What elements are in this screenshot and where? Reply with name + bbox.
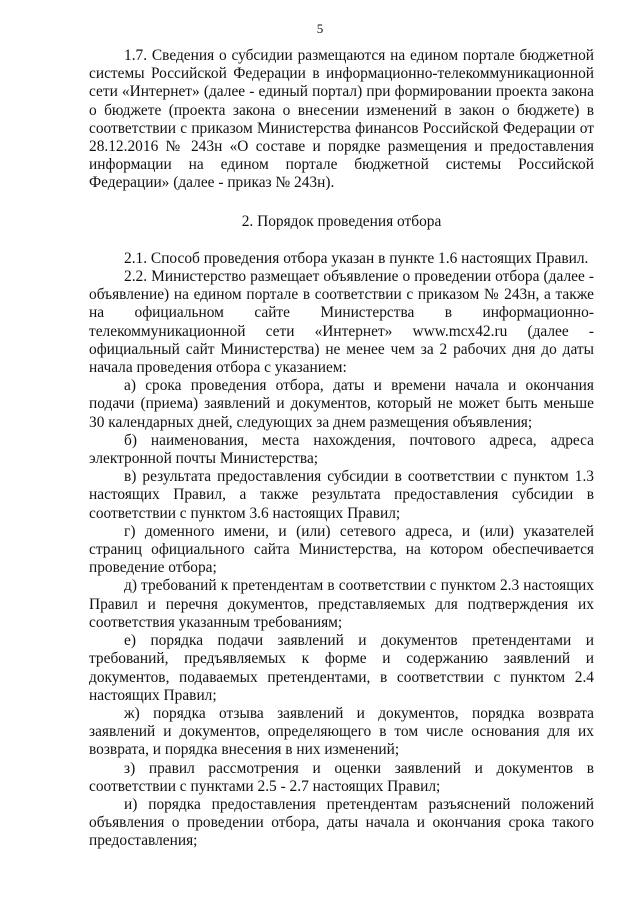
list-item-i: и) порядка предоставления претендентам разъяснений положений объявления о проведении отбора, даты начала и окончания срока такого предоставления; [89,795,594,850]
list-item-a: а) срока проведения отбора, даты и времени начала и окончания подачи (приема) заявлений и документов, который не может быть меньше 30 календарных дней, следующих за днем размещения объявления; [89,377,594,431]
list-item-g: г) доменного имени, и (или) сетевого адреса, и (или) указателей страниц официального сайта Министерства, на котором обеспечивается проведение отбора; [89,522,594,577]
list-item-zh: ж) порядка отзыва заявлений и документов, порядка возврата заявлений и документов, определяющего в том числе основания для их возврата, и порядка внесения в них изменений; [89,704,594,759]
paragraph-1-7: 1.7. Сведения о субсидии размещаются на едином портале бюджетной системы Российской Федерации в информационно-телекоммуникационной сети «Интернет» (далее - единый портал) при формировании проекта закона о бюджете (проекта закона о внесении изменений в закон о бюджете) в соответствии с приказом Министерства финансов Российской Федерации от 28.12.2016 № 243н «О составе и порядке размещения и предоставления информации на едином портале бюджетной системы Российской Федерации» (далее - приказ № 243н). [89,47,594,192]
list-item-e: е) порядка подачи заявлений и документов претендентами и требований, предъявляемых к форме и содержанию заявлений и документов, подаваемых претендентами, в соответствии с пунктом 2.4 настоящих Правил; [89,632,594,704]
list-item-v: в) результата предоставления субсидии в соответствии с пунктом 1.3 настоящих Правил, а также результата предоставления субсидии в соответствии с пунктом 3.6 настоящих Правил; [89,468,594,522]
paragraph-2-2: 2.2. Министерство размещает объявление о проведении отбора (далее - объявление) на едином портале в соответствии с приказом № 243н, а также на официальном сайте Министерства в информационно-телекоммуникационной сети «Интернет» www.mcx42.ru (далее - официальный сайт Министерства) не менее чем за 2 рабочих дня до даты начала проведения отбора с указанием: [89,268,594,377]
page-number: 5 [316,21,324,36]
list-item-d: д) требований к претендентам в соответствии с пунктом 2.3 настоящих Правил и перечня документов, представляемых для подтверждения их соответствия указанным требованиям; [89,577,594,631]
document-body [89,47,594,851]
list-item-z: з) правил рассмотрения и оценки заявлений и документов в соответствии с пунктами 2.5 - 2.7 настоящих Правил; [89,759,594,795]
list-item-b: б) наименования, места нахождения, почтового адреса, адреса электронной почты Министерства; [89,431,594,468]
paragraph-2-1: 2.1. Способ проведения отбора указан в пункте 1.6 настоящих Правил. [124,249,589,267]
section-heading: 2. Порядок проведения отбора [241,212,442,230]
